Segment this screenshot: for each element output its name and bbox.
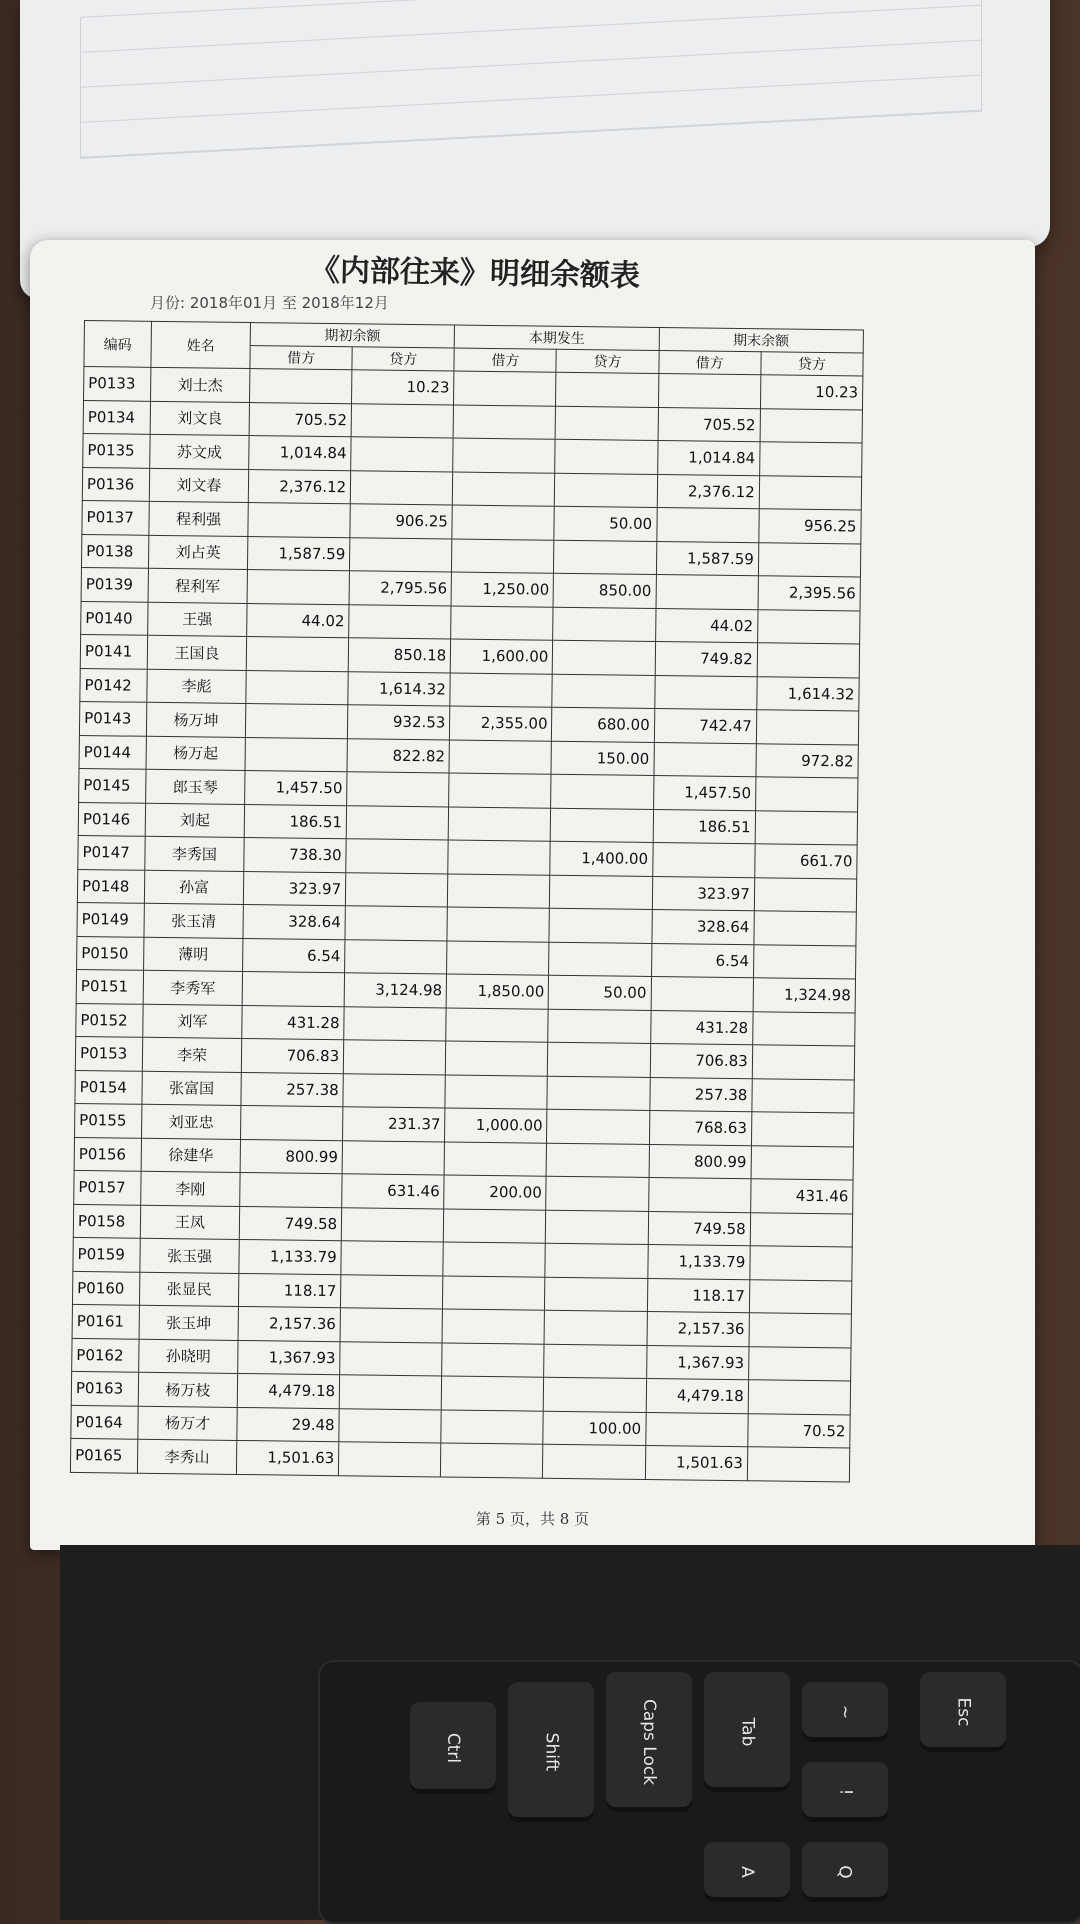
cell-closing-debit: 1,014.84 <box>657 441 760 476</box>
header-code: 编码 <box>84 321 152 368</box>
cell-name: 李刚 <box>141 1171 240 1206</box>
key-tilde: ~ <box>802 1682 888 1742</box>
cell-code: P0162 <box>72 1338 139 1372</box>
cell-current-credit <box>553 640 656 675</box>
cell-opening-credit <box>345 939 448 974</box>
header-name: 姓名 <box>151 321 251 368</box>
cell-name: 徐建华 <box>141 1138 240 1173</box>
cell-closing-credit <box>750 1246 853 1281</box>
key-ctrl: Ctrl <box>410 1702 496 1794</box>
cell-current-debit <box>441 1443 544 1478</box>
cell-current-credit <box>548 1009 651 1044</box>
cell-closing-debit <box>658 374 761 409</box>
cell-current-debit <box>443 1275 546 1310</box>
cell-current-credit: 50.00 <box>554 506 657 541</box>
cell-code: P0157 <box>74 1170 141 1204</box>
cell-current-credit <box>551 808 654 843</box>
cell-current-credit <box>549 942 652 977</box>
cell-opening-debit: 738.30 <box>244 837 347 872</box>
cell-opening-credit <box>340 1308 443 1343</box>
cell-current-debit: 1,600.00 <box>451 639 554 674</box>
cell-closing-credit <box>752 1045 855 1080</box>
key-a: A <box>704 1842 790 1902</box>
cell-name: 苏文成 <box>150 434 249 469</box>
cell-closing-debit <box>656 508 759 543</box>
cell-closing-credit <box>748 1380 851 1415</box>
cell-name: 王强 <box>148 602 247 637</box>
cell-closing-debit: 323.97 <box>652 876 755 911</box>
header-closing: 期末余额 <box>659 328 864 353</box>
page-title: 《内部往来》明细余额表 <box>309 253 641 294</box>
cell-current-credit <box>544 1344 647 1379</box>
cell-current-debit <box>448 806 551 841</box>
cell-closing-debit: 2,157.36 <box>647 1311 750 1346</box>
cell-current-credit <box>555 473 658 508</box>
cell-current-credit <box>543 1444 646 1479</box>
cell-closing-credit <box>752 1078 855 1113</box>
header-closing-credit: 贷方 <box>761 352 863 376</box>
cell-closing-debit: 44.02 <box>655 608 758 643</box>
cell-current-debit <box>449 773 552 808</box>
cell-code: P0159 <box>73 1237 140 1271</box>
cell-current-debit <box>447 940 550 975</box>
cell-closing-credit: 431.46 <box>750 1179 853 1214</box>
cell-code: P0160 <box>72 1271 139 1305</box>
cell-closing-debit <box>648 1177 751 1212</box>
cell-closing-credit <box>760 408 863 443</box>
cell-closing-credit <box>759 475 862 510</box>
cell-current-debit <box>448 873 551 908</box>
cell-closing-credit <box>750 1212 853 1247</box>
cell-closing-credit <box>756 710 859 745</box>
cell-current-credit <box>550 875 653 910</box>
cell-current-debit <box>442 1309 545 1344</box>
cell-opening-credit <box>344 1006 447 1041</box>
cell-current-credit: 680.00 <box>552 707 655 742</box>
cell-name: 王国良 <box>147 635 246 670</box>
cell-closing-debit: 1,367.93 <box>646 1345 749 1380</box>
cell-current-debit <box>445 1074 548 1109</box>
cell-closing-debit: 705.52 <box>658 407 761 442</box>
cell-current-credit <box>547 1076 650 1111</box>
ledger-table <box>70 320 864 1482</box>
cell-opening-debit: 118.17 <box>238 1273 341 1308</box>
key-1: ! <box>802 1762 888 1822</box>
cell-opening-credit <box>341 1274 444 1309</box>
cell-current-debit <box>453 472 556 507</box>
cell-opening-debit: 1,014.84 <box>249 436 352 471</box>
cell-closing-credit: 956.25 <box>759 509 862 544</box>
cell-name: 杨万才 <box>138 1406 237 1441</box>
cell-code: P0152 <box>76 1003 143 1037</box>
keyboard <box>318 1660 1080 1924</box>
cell-opening-debit: 323.97 <box>243 871 346 906</box>
cell-name: 李秀军 <box>143 970 242 1005</box>
cell-name: 程利军 <box>148 568 247 603</box>
cell-opening-debit <box>247 570 350 605</box>
cell-closing-debit: 1,133.79 <box>647 1244 750 1279</box>
cell-closing-debit <box>651 976 754 1011</box>
cell-opening-debit: 2,376.12 <box>248 469 351 504</box>
cell-closing-credit <box>755 777 858 812</box>
cell-code: P0141 <box>80 634 147 668</box>
cell-closing-credit: 10.23 <box>760 375 863 410</box>
cell-name: 刘亚忠 <box>142 1104 241 1139</box>
cell-opening-credit: 631.46 <box>342 1174 445 1209</box>
cell-closing-credit: 70.52 <box>748 1413 851 1448</box>
cell-closing-credit <box>749 1313 852 1348</box>
cell-opening-credit <box>347 772 450 807</box>
header-current: 本期发生 <box>454 325 659 350</box>
cell-code: P0150 <box>77 936 144 970</box>
header-opening: 期初余额 <box>250 323 455 348</box>
cell-opening-debit: 1,501.63 <box>236 1440 339 1475</box>
cell-opening-debit: 6.54 <box>243 938 346 973</box>
cell-code: P0135 <box>83 433 150 467</box>
cell-code: P0142 <box>80 668 147 702</box>
key-caps-lock: Caps Lock <box>606 1672 692 1812</box>
cell-current-credit <box>546 1210 649 1245</box>
cell-opening-debit: 706.83 <box>241 1038 344 1073</box>
cell-code: P0137 <box>82 500 149 534</box>
cell-code: P0154 <box>75 1070 142 1104</box>
ledger-page <box>30 240 1035 1550</box>
cell-current-credit <box>544 1310 647 1345</box>
cell-name: 杨万起 <box>146 736 245 771</box>
cell-code: P0143 <box>79 701 146 735</box>
cell-opening-debit: 328.64 <box>243 904 346 939</box>
cell-closing-debit: 800.99 <box>649 1144 752 1179</box>
cell-name: 薄明 <box>144 937 243 972</box>
cell-current-credit <box>553 607 656 642</box>
cell-closing-credit <box>751 1145 854 1180</box>
cell-name: 王凤 <box>140 1205 239 1240</box>
cell-current-credit <box>555 439 658 474</box>
cell-current-debit <box>443 1242 546 1277</box>
cell-name: 刘军 <box>143 1004 242 1039</box>
cell-closing-debit: 2,376.12 <box>657 474 760 509</box>
cell-opening-credit: 850.18 <box>348 638 451 673</box>
cell-current-debit: 2,355.00 <box>450 706 553 741</box>
cell-closing-debit: 4,479.18 <box>646 1378 749 1413</box>
cell-opening-debit <box>246 637 349 672</box>
cell-closing-debit: 768.63 <box>649 1110 752 1145</box>
period-label: 月份: 2018年01月 至 2018年12月 <box>150 294 389 312</box>
cell-current-credit <box>545 1277 648 1312</box>
cell-opening-credit <box>350 470 453 505</box>
cell-name: 李彪 <box>147 669 246 704</box>
cell-code: P0165 <box>70 1438 137 1472</box>
cell-current-credit <box>552 674 655 709</box>
cell-code: P0146 <box>78 802 145 836</box>
page-footer: 第 5 页，共 8 页 <box>475 1510 590 1528</box>
cell-closing-credit <box>751 1112 854 1147</box>
cell-opening-debit: 1,587.59 <box>247 536 350 571</box>
cell-opening-debit: 1,367.93 <box>238 1340 341 1375</box>
cell-current-credit: 150.00 <box>551 741 654 776</box>
cell-closing-debit: 186.51 <box>653 809 756 844</box>
cell-closing-debit: 6.54 <box>651 943 754 978</box>
cell-closing-credit: 2,395.56 <box>758 576 861 611</box>
cell-current-debit <box>447 907 550 942</box>
key-tab: Tab <box>704 1672 790 1792</box>
cell-current-debit <box>442 1342 545 1377</box>
cell-opening-credit <box>346 872 449 907</box>
previous-page-table <box>80 0 982 159</box>
cell-current-debit <box>453 438 556 473</box>
cell-closing-credit <box>754 911 857 946</box>
cell-name: 刘起 <box>145 803 244 838</box>
cell-current-credit <box>548 1042 651 1077</box>
cell-current-debit <box>441 1409 544 1444</box>
cell-current-debit <box>451 606 554 641</box>
cell-opening-debit <box>245 737 348 772</box>
cell-opening-credit <box>342 1140 445 1175</box>
cell-opening-credit <box>351 403 454 438</box>
cell-current-credit <box>547 1109 650 1144</box>
cell-name: 张玉清 <box>144 903 243 938</box>
cell-code: P0139 <box>81 567 148 601</box>
cell-opening-debit <box>240 1172 343 1207</box>
cell-current-credit <box>544 1377 647 1412</box>
cell-closing-credit <box>749 1279 852 1314</box>
cell-opening-debit: 4,479.18 <box>237 1373 340 1408</box>
cell-closing-debit: 742.47 <box>654 708 757 743</box>
cell-opening-debit <box>246 670 349 705</box>
header-closing-debit: 借方 <box>659 351 761 375</box>
cell-opening-debit <box>241 1105 344 1140</box>
cell-closing-credit <box>754 877 857 912</box>
cell-current-debit: 200.00 <box>444 1175 547 1210</box>
cell-opening-debit <box>250 369 353 404</box>
cell-opening-credit: 1,614.32 <box>348 671 451 706</box>
cell-opening-credit <box>339 1408 442 1443</box>
cell-closing-credit <box>757 609 860 644</box>
header-current-credit: 贷方 <box>556 349 658 373</box>
cell-opening-credit <box>351 437 454 472</box>
cell-current-credit <box>549 908 652 943</box>
cell-opening-credit <box>345 906 448 941</box>
cell-closing-credit <box>748 1346 851 1381</box>
cell-code: P0134 <box>83 400 150 434</box>
cell-closing-debit <box>645 1412 748 1447</box>
cell-closing-credit <box>752 1011 855 1046</box>
cell-current-credit <box>556 406 659 441</box>
cell-closing-debit <box>654 742 757 777</box>
cell-opening-credit <box>339 1442 442 1477</box>
cell-name: 张玉坤 <box>139 1305 238 1340</box>
cell-closing-debit: 328.64 <box>652 909 755 944</box>
cell-name: 李秀山 <box>137 1439 236 1474</box>
cell-closing-credit: 1,614.32 <box>757 676 860 711</box>
cell-code: P0147 <box>78 835 145 869</box>
cell-opening-debit: 186.51 <box>244 804 347 839</box>
cell-closing-debit: 257.38 <box>650 1077 753 1112</box>
cell-code: P0153 <box>75 1036 142 1070</box>
cell-name: 杨万坤 <box>146 702 245 737</box>
cell-closing-debit: 1,457.50 <box>653 775 756 810</box>
cell-closing-debit: 749.82 <box>655 642 758 677</box>
cell-code: P0144 <box>79 735 146 769</box>
cell-opening-debit: 749.58 <box>239 1206 342 1241</box>
cell-opening-debit: 1,133.79 <box>239 1239 342 1274</box>
cell-opening-credit <box>340 1341 443 1376</box>
cell-code: P0161 <box>72 1304 139 1338</box>
cell-name: 张富国 <box>142 1071 241 1106</box>
cell-opening-credit <box>346 839 449 874</box>
cell-opening-debit: 431.28 <box>242 1005 345 1040</box>
cell-code: P0158 <box>73 1204 140 1238</box>
cell-opening-credit <box>339 1375 442 1410</box>
cell-closing-debit: 118.17 <box>647 1278 750 1313</box>
cell-name: 张显民 <box>139 1272 238 1307</box>
key-shift: Shift <box>508 1682 594 1822</box>
cell-code: P0133 <box>84 367 151 401</box>
cell-current-credit <box>556 372 659 407</box>
cell-name: 李秀国 <box>145 836 244 871</box>
cell-opening-debit: 44.02 <box>247 603 350 638</box>
cell-opening-credit: 3,124.98 <box>344 973 447 1008</box>
header-current-debit: 借方 <box>454 348 556 372</box>
cell-current-debit <box>448 840 551 875</box>
cell-current-debit <box>452 539 555 574</box>
cell-current-debit <box>444 1141 547 1176</box>
cell-opening-credit: 932.53 <box>348 705 451 740</box>
ledger-sheet <box>70 320 1004 1484</box>
cell-current-credit: 1,400.00 <box>550 841 653 876</box>
cell-current-debit <box>446 1007 549 1042</box>
cell-code: P0149 <box>77 902 144 936</box>
cell-name: 刘文良 <box>150 401 249 436</box>
cell-code: P0145 <box>79 768 146 802</box>
cell-opening-debit: 29.48 <box>237 1407 340 1442</box>
cell-current-debit: 1,000.00 <box>445 1108 548 1143</box>
cell-closing-debit <box>652 842 755 877</box>
cell-opening-debit <box>245 704 348 739</box>
cell-current-credit <box>547 1143 650 1178</box>
cell-closing-debit <box>654 675 757 710</box>
cell-closing-debit: 706.83 <box>650 1043 753 1078</box>
cell-opening-credit: 822.82 <box>347 738 450 773</box>
cell-code: P0163 <box>71 1371 138 1405</box>
cell-opening-credit <box>343 1073 446 1108</box>
cell-current-credit: 850.00 <box>554 573 657 608</box>
cell-closing-debit <box>656 575 759 610</box>
cell-opening-debit <box>248 503 351 538</box>
cell-current-debit <box>452 505 555 540</box>
cell-name: 刘士杰 <box>151 367 250 402</box>
cell-opening-credit <box>343 1040 446 1075</box>
cell-closing-debit: 749.58 <box>648 1211 751 1246</box>
cell-current-debit <box>442 1376 545 1411</box>
cell-closing-credit <box>759 442 862 477</box>
cell-closing-credit: 972.82 <box>756 743 859 778</box>
cell-opening-debit: 800.99 <box>240 1139 343 1174</box>
cell-current-debit <box>444 1208 547 1243</box>
cell-current-debit: 1,250.00 <box>451 572 554 607</box>
cell-opening-credit: 2,795.56 <box>349 571 452 606</box>
cell-closing-debit: 431.28 <box>650 1010 753 1045</box>
cell-opening-credit <box>350 537 453 572</box>
key-esc: Esc <box>920 1672 1006 1752</box>
cell-opening-credit <box>346 805 449 840</box>
cell-code: P0140 <box>81 601 148 635</box>
cell-opening-debit: 2,157.36 <box>238 1306 341 1341</box>
cell-current-credit: 50.00 <box>549 975 652 1010</box>
cell-closing-credit <box>755 810 858 845</box>
key-q: Q <box>802 1842 888 1902</box>
cell-name: 孙富 <box>144 870 243 905</box>
cell-closing-credit <box>753 944 856 979</box>
cell-current-debit <box>454 371 557 406</box>
cell-opening-credit <box>349 604 452 639</box>
cell-closing-credit <box>758 542 861 577</box>
cell-closing-credit <box>747 1447 850 1482</box>
cell-opening-debit: 705.52 <box>249 402 352 437</box>
cell-name: 刘占英 <box>148 535 247 570</box>
cell-current-debit <box>450 673 553 708</box>
cell-current-debit <box>446 1041 549 1076</box>
cell-opening-debit: 1,457.50 <box>245 771 348 806</box>
cell-opening-credit: 231.37 <box>343 1107 446 1142</box>
cell-current-credit <box>546 1176 649 1211</box>
header-opening-debit: 借方 <box>250 346 352 370</box>
cell-opening-credit <box>341 1241 444 1276</box>
cell-name: 张玉强 <box>140 1238 239 1273</box>
cell-closing-debit: 1,587.59 <box>656 541 759 576</box>
cell-code: P0136 <box>82 467 149 501</box>
cell-name: 李荣 <box>142 1037 241 1072</box>
cell-current-debit: 1,850.00 <box>446 974 549 1009</box>
cell-closing-credit <box>757 643 860 678</box>
cell-code: P0151 <box>76 969 143 1003</box>
cell-current-credit: 100.00 <box>543 1411 646 1446</box>
cell-code: P0155 <box>75 1103 142 1137</box>
cell-closing-credit: 1,324.98 <box>753 978 856 1013</box>
cell-code: P0148 <box>77 869 144 903</box>
cell-current-credit <box>551 774 654 809</box>
cell-name: 孙晓明 <box>139 1339 238 1374</box>
cell-opening-credit: 10.23 <box>352 370 455 405</box>
cell-closing-credit: 661.70 <box>755 844 858 879</box>
ledger-body <box>70 367 862 1482</box>
cell-current-credit <box>554 540 657 575</box>
cell-opening-debit: 257.38 <box>241 1072 344 1107</box>
cell-closing-debit: 1,501.63 <box>645 1445 748 1480</box>
cell-name: 杨万枝 <box>138 1372 237 1407</box>
cell-current-debit <box>453 405 556 440</box>
cell-code: P0138 <box>81 534 148 568</box>
cell-opening-credit: 906.25 <box>350 504 453 539</box>
cell-name: 程利强 <box>149 501 248 536</box>
cell-name: 刘文春 <box>149 468 248 503</box>
cell-code: P0156 <box>74 1137 141 1171</box>
cell-current-debit <box>449 739 552 774</box>
header-opening-credit: 贷方 <box>352 347 454 371</box>
cell-current-credit <box>545 1243 648 1278</box>
cell-code: P0164 <box>71 1405 138 1439</box>
cell-opening-credit <box>341 1207 444 1242</box>
cell-opening-debit <box>242 971 345 1006</box>
cell-name: 郎玉琴 <box>146 769 245 804</box>
